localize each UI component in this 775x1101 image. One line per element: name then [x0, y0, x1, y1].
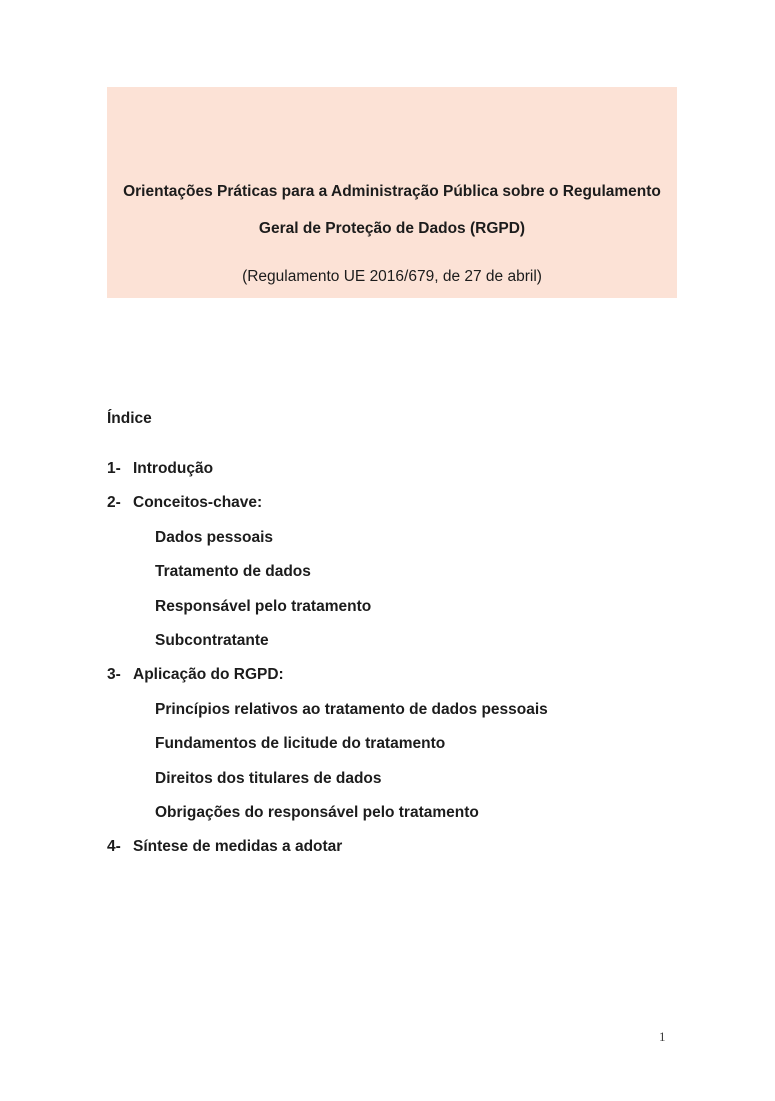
title-banner	[107, 87, 677, 298]
toc-item-number: 3-	[107, 666, 121, 684]
document-title-line-1: Orientações Práticas para a Administração Pública sobre o Regulamento	[123, 183, 661, 200]
toc-subitem-dados-pessoais	[107, 521, 687, 555]
document-subtitle: (Regulamento UE 2016/679, de 27 de abril)	[242, 268, 542, 285]
toc-heading: Índice	[107, 410, 152, 427]
toc-item-label: Obrigações do responsável pelo tratamento	[155, 804, 479, 822]
toc-item-conceitos-chave	[107, 486, 687, 520]
toc-item-number: 1-	[107, 460, 121, 477]
toc-item-aplicacao-do-rgpd	[107, 658, 687, 692]
toc-subitem-tratamento-de-dados	[107, 555, 687, 589]
toc-item-number: 4-	[107, 838, 121, 856]
toc-item-label: Tratamento de dados	[155, 563, 311, 581]
toc-item-label: Responsável pelo tratamento	[155, 597, 372, 615]
page-number: 1	[659, 1029, 666, 1044]
toc-subitem-direitos	[107, 762, 687, 796]
toc-subitem-responsavel-pelo-tratamento	[107, 590, 687, 624]
toc-rows	[107, 452, 687, 865]
toc-item-label: Direitos dos titulares de dados	[155, 769, 382, 787]
toc-item-label: Conceitos-chave:	[133, 494, 263, 512]
toc-item-introducao	[107, 452, 687, 486]
toc-subitem-obrigacoes	[107, 796, 687, 830]
toc-subitem-fundamentos	[107, 727, 687, 761]
toc-item-label: Introdução	[133, 460, 214, 477]
document-title-line-2: Geral de Proteção de Dados (RGPD)	[258, 220, 526, 237]
toc-item-number: 2-	[107, 494, 121, 512]
toc-item-label: Princípios relativos ao tratamento de dados pessoais	[155, 700, 548, 718]
toc-subitem-subcontratante	[107, 624, 687, 658]
table-of-contents	[107, 402, 687, 865]
toc-item-label: Fundamentos de licitude do tratamento	[155, 735, 446, 753]
toc-item-sintese	[107, 830, 687, 864]
toc-item-label: Subcontratante	[155, 632, 269, 650]
toc-item-label: Aplicação do RGPD:	[133, 666, 284, 684]
toc-subitem-principios	[107, 693, 687, 727]
toc-item-label: Síntese de medidas a adotar	[133, 838, 343, 856]
toc-item-label: Dados pessoais	[155, 528, 274, 546]
